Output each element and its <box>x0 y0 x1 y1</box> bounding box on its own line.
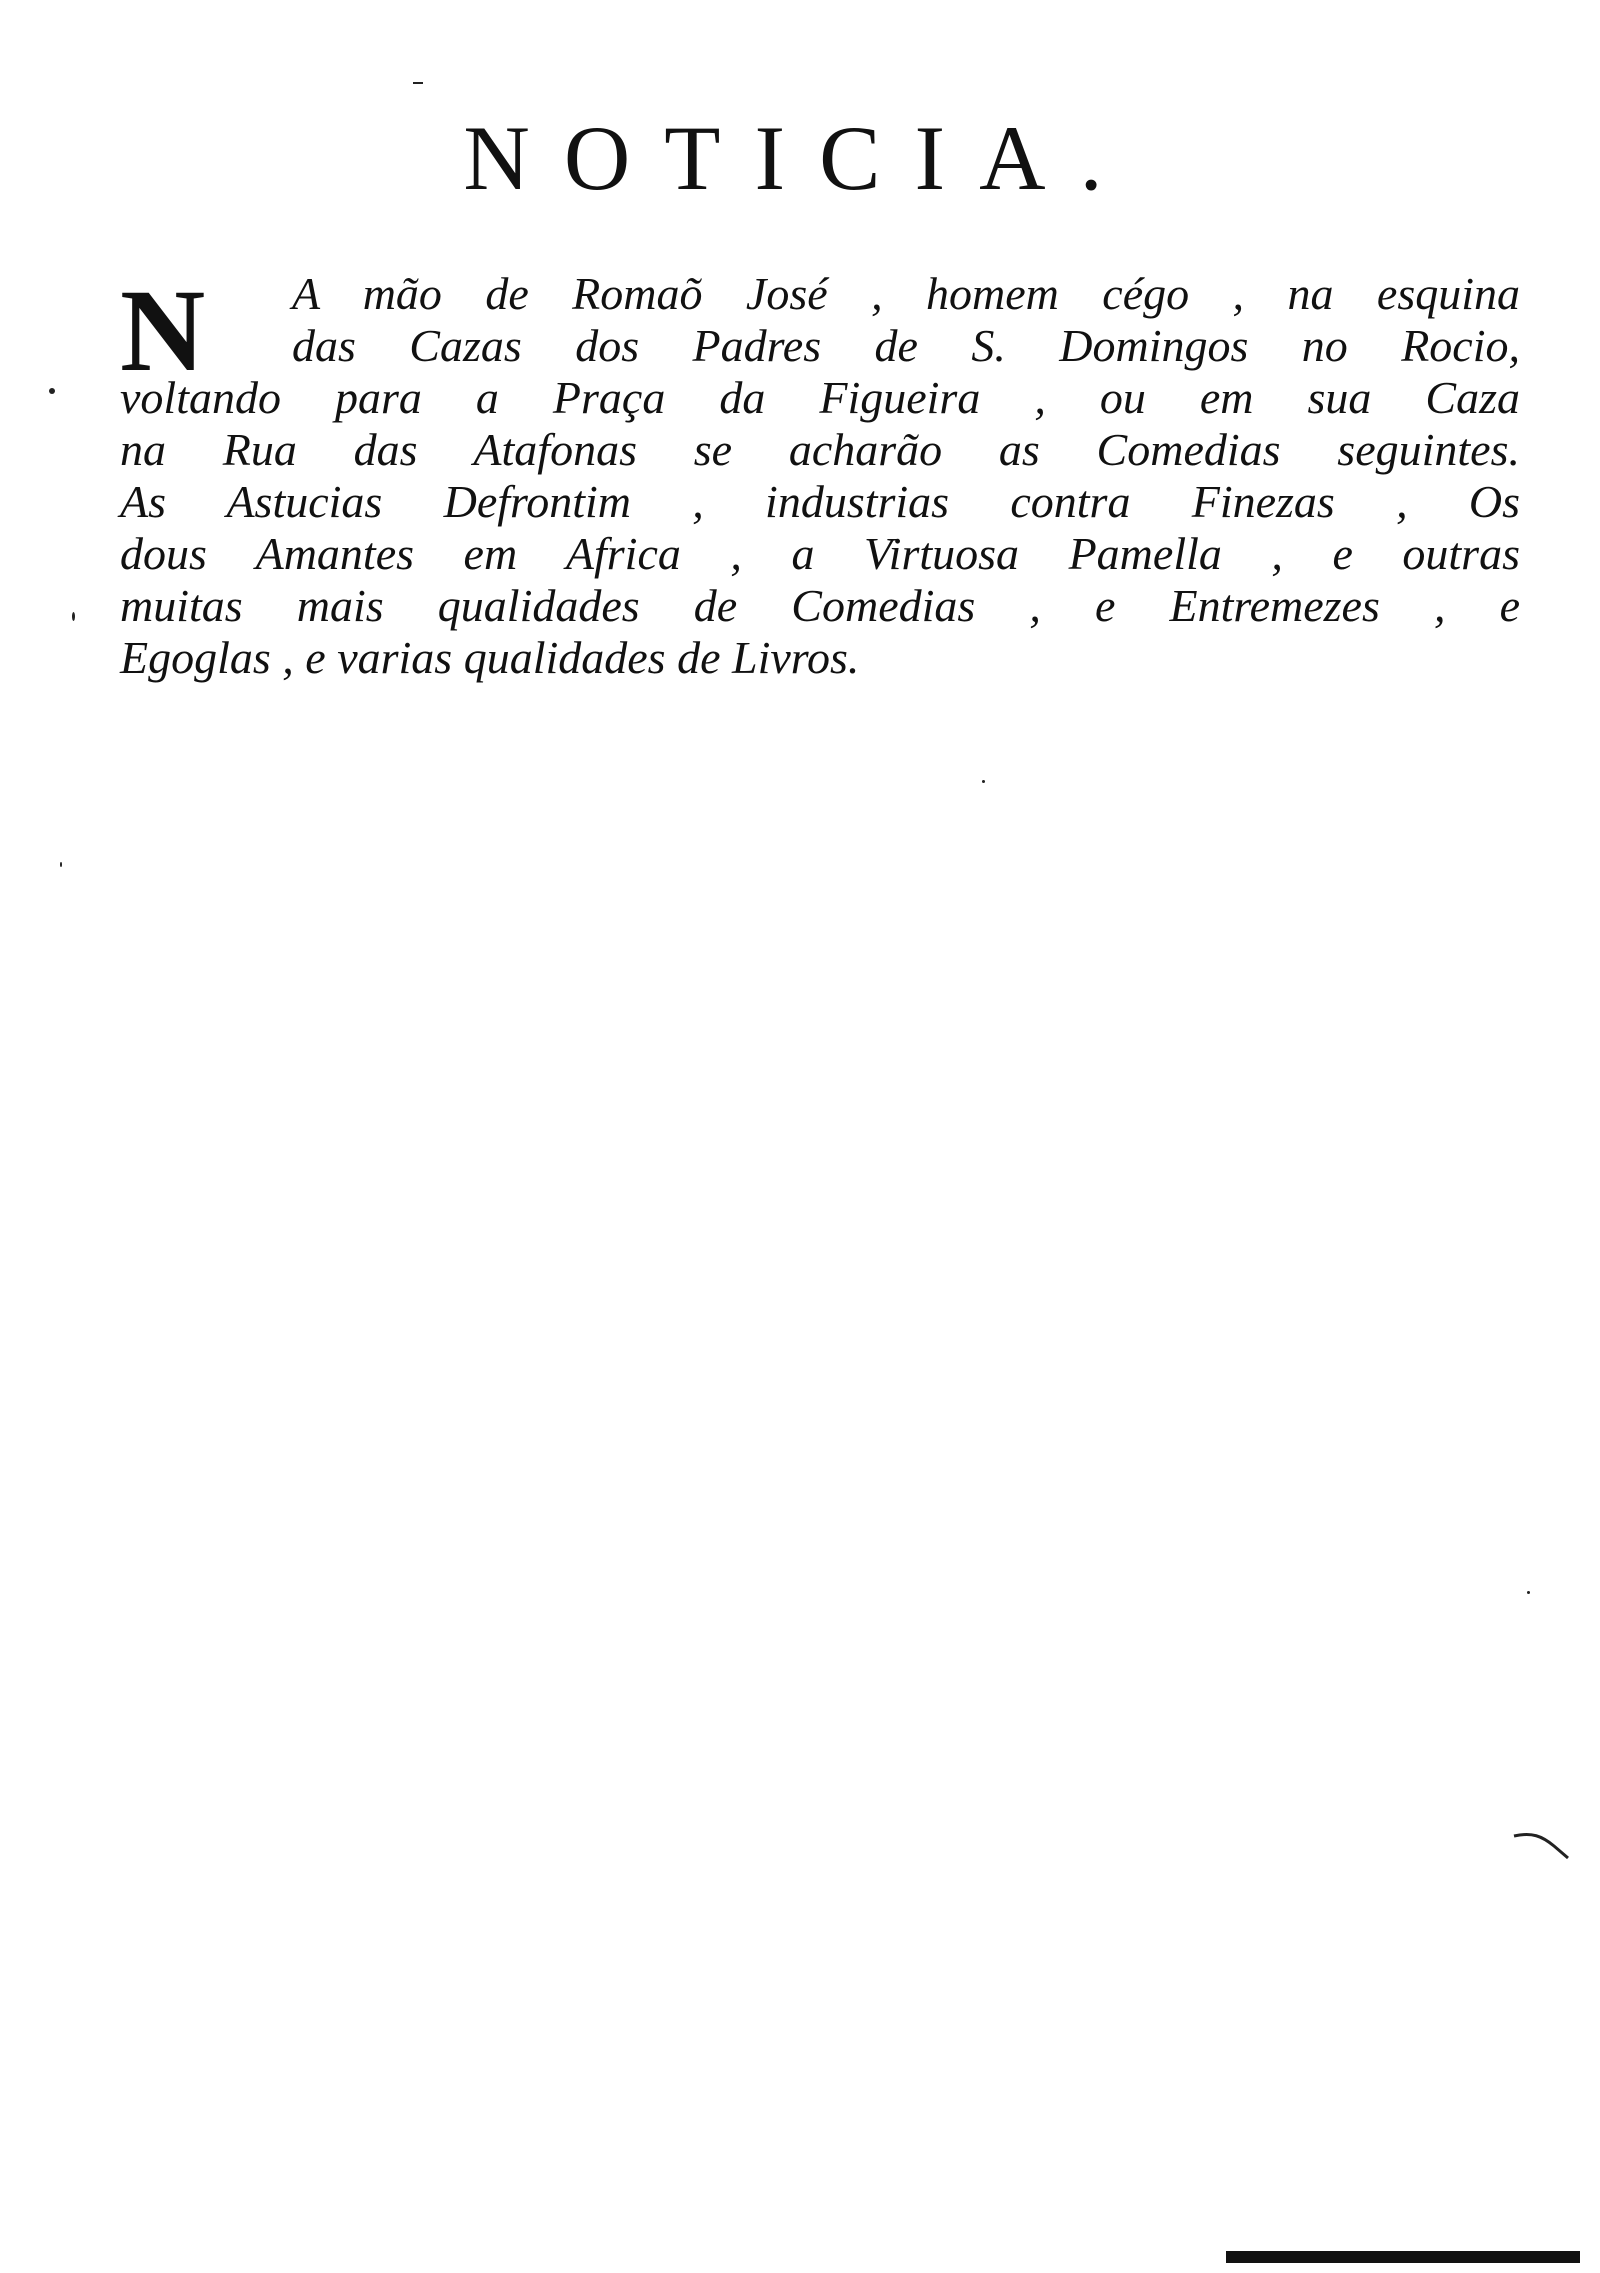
notice-line-6: dous Amantes em Africa , a Virtuosa Pamella , e outras <box>120 528 1520 579</box>
scan-speck <box>1527 1591 1530 1594</box>
scan-speck <box>60 862 62 867</box>
notice-line-3: voltando para a Praça da Figueira , ou em sua Caza <box>120 372 1520 423</box>
notice-line-2: das Cazas dos Padres de S. Domingos no Rocio, <box>292 320 1520 371</box>
notice-line-5: As Astucias Defrontim , industrias contra Finezas , Os <box>120 476 1520 527</box>
drop-cap-initial: N <box>120 265 206 396</box>
scan-speck <box>413 82 423 84</box>
scan-artifact-stroke <box>1512 1832 1572 1862</box>
scan-speck <box>49 388 55 394</box>
bottom-rule-line <box>1226 2251 1580 2263</box>
scan-speck <box>72 612 75 621</box>
scan-speck <box>982 780 985 783</box>
notice-line-4: na Rua das Atafonas se acharão as Comedias seguintes. <box>120 424 1520 475</box>
page-title: NOTICIA. <box>463 106 1137 209</box>
notice-line-8: Egoglas , e varias qualidades de Livros. <box>120 632 860 683</box>
notice-line-1: A mão de Romaõ José , homem cégo , na esquina <box>292 268 1520 319</box>
notice-paragraph <box>120 265 1520 684</box>
notice-line-7: muitas mais qualidades de Comedias , e Entremezes , e <box>120 580 1520 631</box>
